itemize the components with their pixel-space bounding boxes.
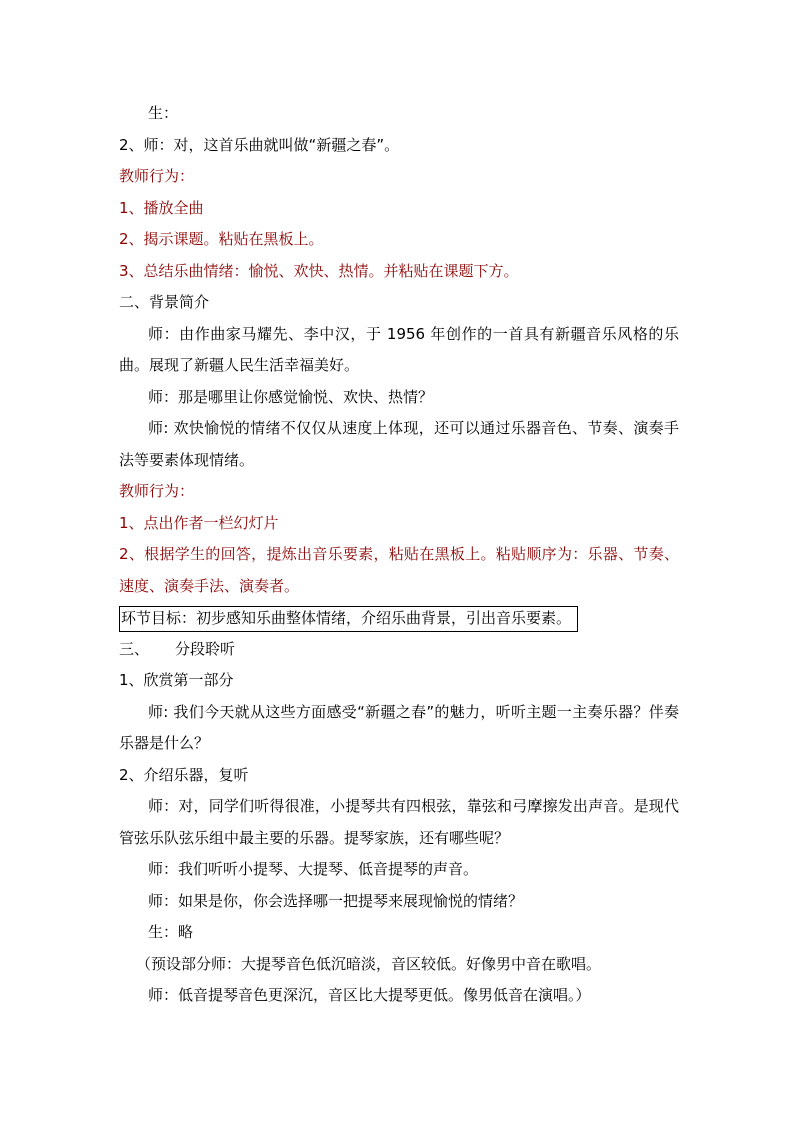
- section-heading: [119, 634, 679, 666]
- teacher-action-item: 1、点出作者一栏幻灯片: [119, 513, 279, 532]
- teacher-action-item: 2、揭示课题。粘贴在黑板上。: [119, 230, 324, 248]
- paragraph: 师: 我们今天就从这些方面感受“新疆之春”的魅力，听听主题一主奏乐器？伴奏乐器是什么？: [119, 702, 679, 752]
- student-reply: 生：略: [148, 923, 194, 941]
- teacher-line: 师：如果是你，你会选择哪一把提琴来展现愉悦的情绪？: [148, 891, 524, 910]
- goal-box: 环节目标：初步感知乐曲整体情绪，介绍乐曲背景，引出音乐要素。: [119, 606, 578, 632]
- section-title: 分段聆听: [175, 639, 236, 658]
- section-heading: 二、背景简介: [119, 293, 210, 311]
- student-reply: 生：: [148, 104, 179, 122]
- teacher-line: 师：我们听听小提琴、大提琴、低音提琴的声音。: [148, 860, 479, 878]
- teacher-line: 师：那是哪里让你感觉愉悦、欢快、热情？: [148, 387, 434, 406]
- document-body: [119, 98, 679, 1012]
- list-item: 2、介绍乐器，复听: [119, 765, 249, 784]
- teacher-action-heading: 教师行为：: [119, 167, 195, 185]
- paragraph: 师: 欢快愉悦的情绪不仅仅从速度上体现，还可以通过乐器音色、节奏、演奏手法等要素体现情绪。: [119, 419, 679, 469]
- list-item: 1、欣赏第一部分: [119, 671, 234, 689]
- teacher-line: 师：低音提琴音色更深沉，音区比大提琴更低。像男低音在演唱。）: [148, 986, 591, 1004]
- goal-box-row: [119, 602, 679, 634]
- section-number: 三、: [119, 639, 150, 658]
- teacher-line: 2、师：对，这首乐曲就叫做“新疆之春”。: [119, 135, 400, 154]
- teacher-action-item: 1、播放全曲: [119, 198, 204, 217]
- preset-note: （预设部分师：大提琴音色低沉暗淡，音区较低。好像男中音在歌唱。: [136, 954, 602, 973]
- paragraph: 师：对，同学们听得很准，小提琴共有四根弦，靠弦和弓摩擦发出声音。是现代管弦乐队弦乐组中最主要的乐器。提琴家族，还有哪些呢？: [119, 797, 679, 847]
- paragraph: 师：由作曲家马耀先、李中汉，于 1956 年创作的一首具有新疆音乐风格的乐曲。展现了新疆人民生活幸福美好。: [119, 324, 679, 374]
- teacher-action-heading: 教师行为：: [119, 482, 195, 500]
- teacher-action-item: 3、总结乐曲情绪：愉悦、欢快、热情。并粘贴在课题下方。: [119, 261, 519, 280]
- teacher-action-item: 2、根据学生的回答，提炼出音乐要素，粘贴在黑板上。粘贴顺序为：乐器、节奏、速度、演奏手法、演奏者。: [119, 545, 679, 595]
